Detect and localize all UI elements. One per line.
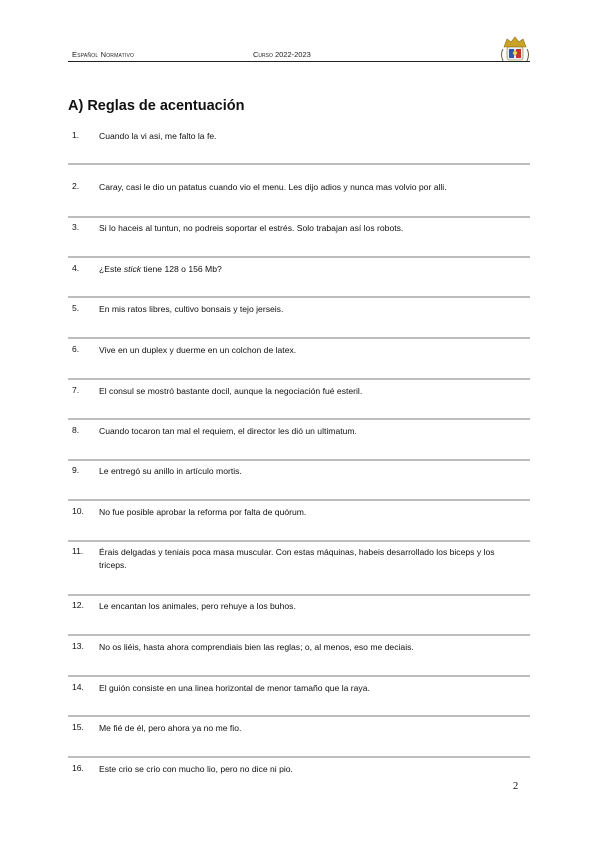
answer-line[interactable] [68,418,530,420]
item-number: 3. [72,222,80,232]
header-course-year: Curso 2022-2023 [253,50,311,59]
page-number: 2 [513,781,519,792]
item-text: Vive en un duplex y duerme en un colchon de latex. [99,345,297,355]
item-text: Cuando la vi asi, me falto la fe. [99,131,217,141]
answer-line[interactable] [68,594,530,596]
header-course-name: Español Normativo [72,50,135,59]
answer-line[interactable] [68,634,530,636]
item-number: 13. [72,641,84,651]
answer-line[interactable] [68,296,530,298]
item-text [99,263,524,276]
item-number: 11. [72,546,84,556]
item-number: 16. [72,763,84,773]
header-divider [68,61,530,62]
item-text-emphasis: stick [123,264,142,274]
item-text: Si lo haceis al tuntun, no podreis soportar el estrés. Solo trabajan así los robots. [99,223,404,233]
item-number: 7. [72,385,80,395]
item-number: 4. [72,263,80,273]
item-number: 1. [72,130,80,140]
answer-line[interactable] [68,163,530,165]
answer-line[interactable] [68,675,530,677]
item-number: 9. [72,465,80,475]
item-text: Me fié de él, pero ahora ya no me fio. [99,723,242,733]
answer-line[interactable] [68,378,530,380]
item-text: No fue posible aprobar la reforma por falta de quórum. [99,507,307,517]
item-number: 8. [72,425,80,435]
item-number: 2. [72,181,80,191]
item-text: El consul se mostró bastante docil, aunque la negociación fué esteril. [99,386,363,396]
item-number: 10. [72,506,84,516]
item-text: Caray, casi le dio un patatus cuando vio el menu. Les dijo adios y nunca mas volvio por alli. [99,182,447,192]
answer-line[interactable] [68,715,530,717]
item-number: 6. [72,344,80,354]
item-text-end: tiene 128 o 156 Mb? [141,264,222,274]
section-title: A) Reglas de acentuación [68,98,245,114]
item-number: 12. [72,600,84,610]
item-text: No os liéis, hasta ahora comprendiais bien las reglas; o, al menos, eso me deciais. [99,642,414,652]
answer-line[interactable] [68,459,530,461]
item-number: 5. [72,303,80,313]
university-crest-icon [500,34,530,64]
item-text: Le encantan los animales, pero rehuye a los buhos. [99,601,296,611]
item-text: Érais delgadas y teniais poca masa muscular. Con estas máquinas, habeis desarrollado los biceps y los triceps. [99,547,495,570]
answer-line[interactable] [68,337,530,339]
item-number: 15. [72,722,84,732]
item-text: Este crio se crio con mucho lio, pero no dice ni pio. [99,764,293,774]
item-text: Cuando tocaron tan mal el requiem, el director les dió un ultimatum. [99,426,357,436]
item-text: Le entregó su anillo in artículo mortis. [99,466,242,476]
item-text: El guión consiste en una linea horizontal de menor tamaño que la raya. [99,683,370,693]
item-text: En mis ratos libres, cultivo bonsais y tejo jerseis. [99,304,284,314]
answer-line[interactable] [68,756,530,758]
item-text-start: ¿Este [99,264,124,274]
answer-line[interactable] [68,499,530,501]
answer-line[interactable] [68,256,530,258]
answer-line[interactable] [68,216,530,218]
answer-line[interactable] [68,540,530,542]
item-number: 14. [72,682,84,692]
